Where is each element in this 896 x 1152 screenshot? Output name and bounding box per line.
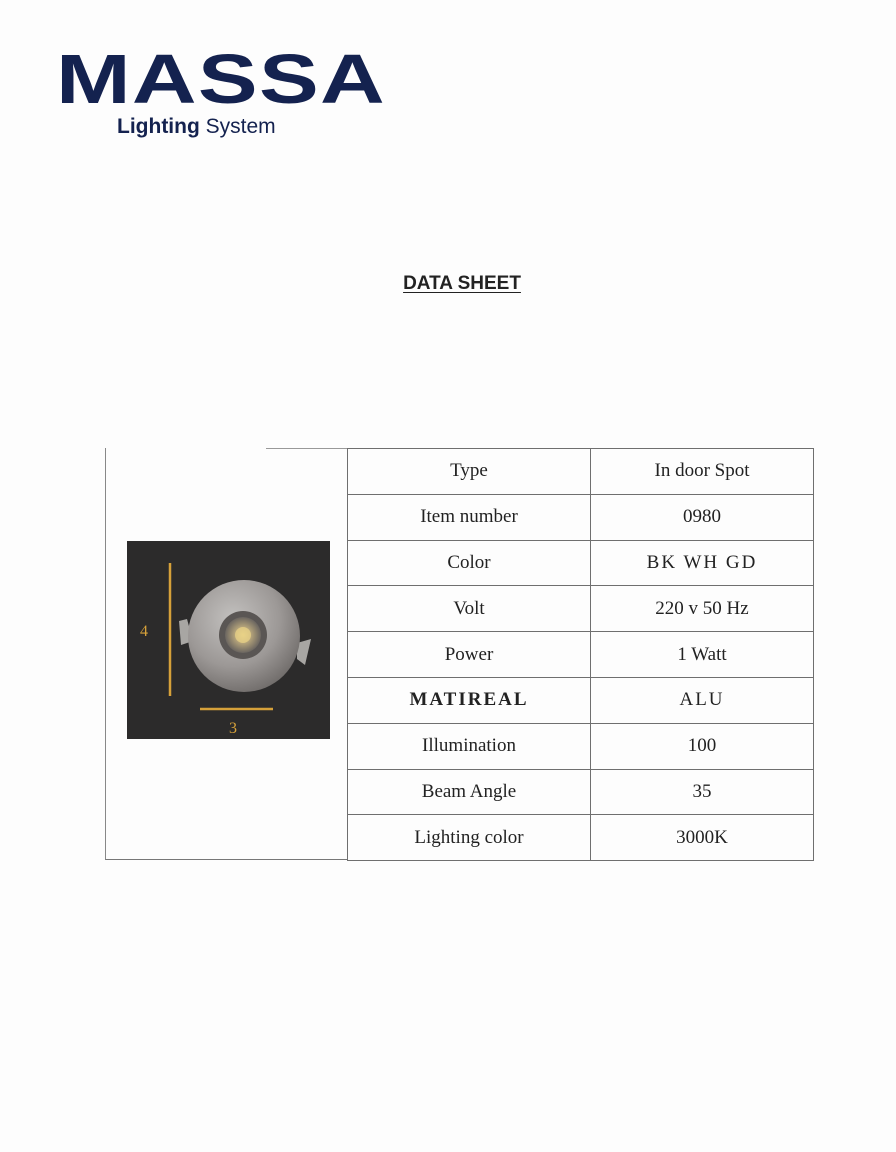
spec-value: ALU [591,677,814,723]
product-image [127,541,330,739]
spec-value: 100 [591,723,814,769]
spec-label: Lighting color [348,815,591,861]
table-row [348,449,814,495]
table-row [348,723,814,769]
spec-value: 220 v 50 Hz [591,586,814,632]
spec-value: BK WH GD [591,540,814,586]
spec-value: In door Spot [591,449,814,495]
spec-label: Type [348,449,591,495]
table-row [348,494,814,540]
dimension-height-label: 4 [140,623,148,640]
table-row [348,586,814,632]
dimension-width-label: 3 [229,720,237,737]
brand-tagline [117,114,276,140]
table-row [348,815,814,861]
spec-label: Beam Angle [348,769,591,815]
table-row [348,540,814,586]
spec-value: 3000K [591,815,814,861]
table-row [348,677,814,723]
spec-label: Volt [348,586,591,632]
table-row [348,632,814,678]
spec-label: Power [348,632,591,678]
brand-logo: MASSA [56,40,386,118]
spec-label: Color [348,540,591,586]
brand-tagline-bold: Lighting [117,115,200,138]
spec-label: Item number [348,494,591,540]
spec-label: Illumination [348,723,591,769]
spotlight-illustration [127,541,330,739]
spec-value: 0980 [591,494,814,540]
spec-label: MATIREAL [348,677,591,723]
spec-table [347,448,814,861]
spec-value: 1 Watt [591,632,814,678]
page-title: DATA SHEET [403,273,521,294]
table-row [348,769,814,815]
spec-value: 35 [591,769,814,815]
brand-tagline-rest: System [205,115,276,138]
